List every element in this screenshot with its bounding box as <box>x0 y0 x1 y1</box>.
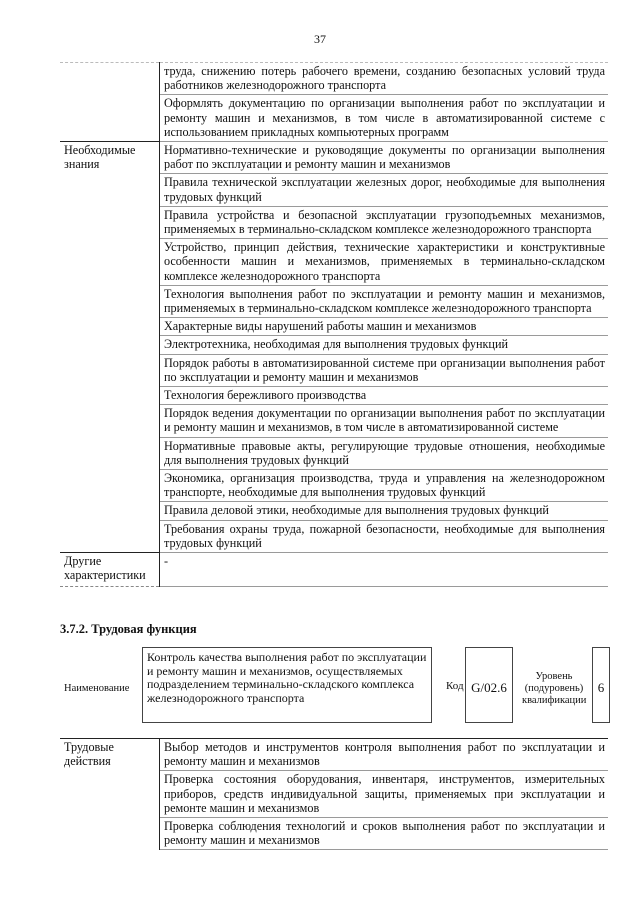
table-cell: Правила деловой этики, необходимые для выполнения трудовых функций <box>160 502 609 520</box>
code-label: Код <box>446 680 464 692</box>
knowledge-table <box>60 62 608 587</box>
table-row <box>60 739 608 771</box>
table-cell: Нормативные правовые акты, регулирующие трудовые отношения, необходимые для выполнения трудовых функций <box>160 437 609 469</box>
table-cell: Оформлять документацию по организации выполнения работ по эксплуатации и ремонту машин и механизмов, в том числе в автоматизированной системе с использованием прикладных компьютерных программ <box>160 95 609 142</box>
table-cell: Устройство, принцип действия, технические характеристики и конструктивные особенности машин и механизмов, применяемых в терминально-складском комплексе железнодорожного транспорта <box>160 239 609 286</box>
name-label: Наименование <box>64 683 130 694</box>
table-cell: Порядок ведения документации по организации выполнения работ по эксплуатации и ремонту машин и механизмов, в том числе в автоматизированной системе <box>160 405 609 437</box>
table-cell: труда, снижению потерь рабочего времени, созданию безопасных условий труда работников железнодорожного транспорта <box>160 63 609 95</box>
labor-function-header <box>60 647 612 725</box>
table-cell: Проверка состояния оборудования, инвентаря, инструментов, измерительных приборов, средств индивидуальной защиты, применяемых при эксплуатации и ремонте машин и механизмов <box>160 771 609 818</box>
table-cell: Электротехника, необходимая для выполнения трудовых функций <box>160 336 609 354</box>
table-row <box>60 142 608 174</box>
level-label: Уровень (подуровень) квалификации <box>522 671 587 706</box>
code-value: G/02.6 <box>465 647 513 723</box>
labor-actions-table <box>60 738 608 850</box>
table-cell: Правила технической эксплуатации железных дорог, необходимые для выполнения трудовых функций <box>160 174 609 206</box>
other-characteristics-label: Другие характеристики <box>60 553 160 587</box>
table-cell: Технология бережливого производства <box>160 387 609 405</box>
table-row <box>60 63 608 95</box>
table-cell: Правила устройства и безопасной эксплуатации грузоподъемных механизмов, применяемых в терминально-складском комплексе железнодорожного транспорта <box>160 206 609 238</box>
name-value: Контроль качества выполнения работ по эксплуатации и ремонту машин и механизмов, осуществляемых подразделением терминально-складского комплекса железнодорожного транспорта <box>142 647 432 723</box>
table-cell: Экономика, организация производства, труда и управления на железнодорожном транспорте, необходимые для выполнения трудовых функций <box>160 470 609 502</box>
page-number: 37 <box>314 32 326 46</box>
empty-label-cell <box>60 95 160 142</box>
table-cell: Технология выполнения работ по эксплуатации и ремонту машин и механизмов, применяемых в терминально-складском комплексе железнодорожного транспорта <box>160 285 609 317</box>
table-row <box>60 95 608 142</box>
table-cell: Выбор методов и инструментов контроля выполнения работ по эксплуатации и ремонту машин и механизмов <box>160 739 609 771</box>
table-cell: Требования охраны труда, пожарной безопасности, необходимые для выполнения трудовых функций <box>160 520 609 552</box>
table-cell: Порядок работы в автоматизированной системе при организации выполнения работ по эксплуатации и ремонту машин и механизмов <box>160 354 609 386</box>
table-cell: Характерные виды нарушений работы машин и механизмов <box>160 318 609 336</box>
labor-actions-label: Трудовые действия <box>60 739 160 850</box>
table-cell: Проверка соблюдения технологий и сроков выполнения работ по эксплуатации и ремонту машин и механизмов <box>160 818 609 850</box>
table-cell: - <box>160 553 609 587</box>
empty-label-cell <box>60 63 160 95</box>
table-row <box>60 553 608 587</box>
knowledge-label: Необходимые знания <box>60 142 160 553</box>
level-value: 6 <box>592 647 610 723</box>
section-heading: 3.7.2. Трудовая функция <box>60 622 197 636</box>
table-cell: Нормативно-технические и руководящие документы по организации выполнения работ по эксплуатации и ремонту машин и механизмов <box>160 142 609 174</box>
